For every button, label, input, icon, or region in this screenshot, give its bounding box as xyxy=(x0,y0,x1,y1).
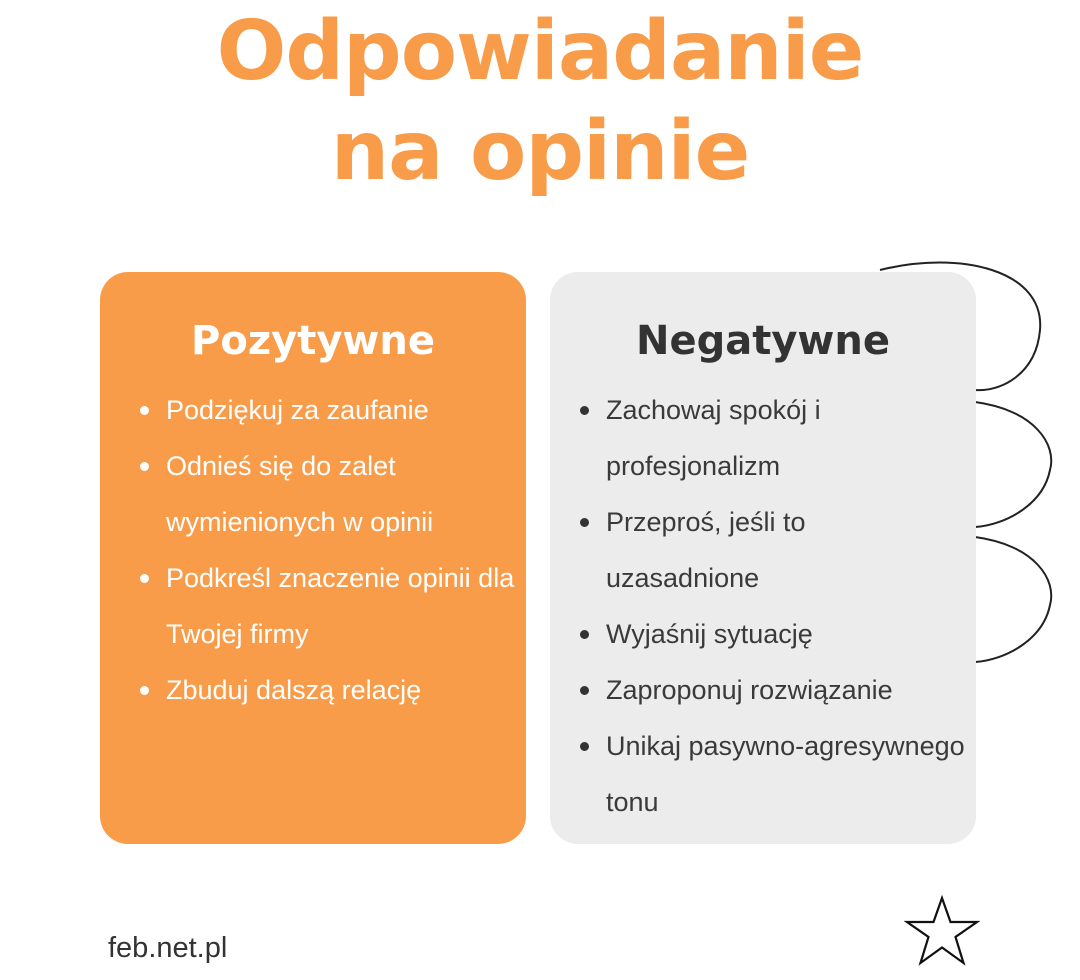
page-title xyxy=(0,2,1080,202)
negative-list xyxy=(576,382,966,830)
list-item: Zaproponuj rozwiązanie xyxy=(576,662,966,718)
page-title-line-2: na opinie xyxy=(330,104,750,199)
star-icon xyxy=(904,895,980,967)
negative-card-heading: Negatywne xyxy=(636,318,890,364)
positive-card-heading: Pozytywne xyxy=(191,318,435,364)
list-item: Podziękuj za zaufanie xyxy=(136,382,516,438)
page-title-line-1: Odpowiadanie xyxy=(216,4,864,99)
list-item: Wyjaśnij sytuację xyxy=(576,606,966,662)
negative-card xyxy=(550,272,976,844)
list-item: Podkreśl znaczenie opinii dla Twojej firmy xyxy=(136,550,516,662)
positive-list xyxy=(136,382,516,718)
list-item: Unikaj pasywno-agresywnego tonu xyxy=(576,718,966,830)
list-item: Przeproś, jeśli to uzasadnione xyxy=(576,494,966,606)
footer-site: feb.net.pl xyxy=(108,932,228,964)
list-item: Zbuduj dalszą relację xyxy=(136,662,516,718)
positive-card xyxy=(100,272,526,844)
list-item: Zachowaj spokój i profesjonalizm xyxy=(576,382,966,494)
list-item: Odnieś się do zalet wymienionych w opinii xyxy=(136,438,516,550)
